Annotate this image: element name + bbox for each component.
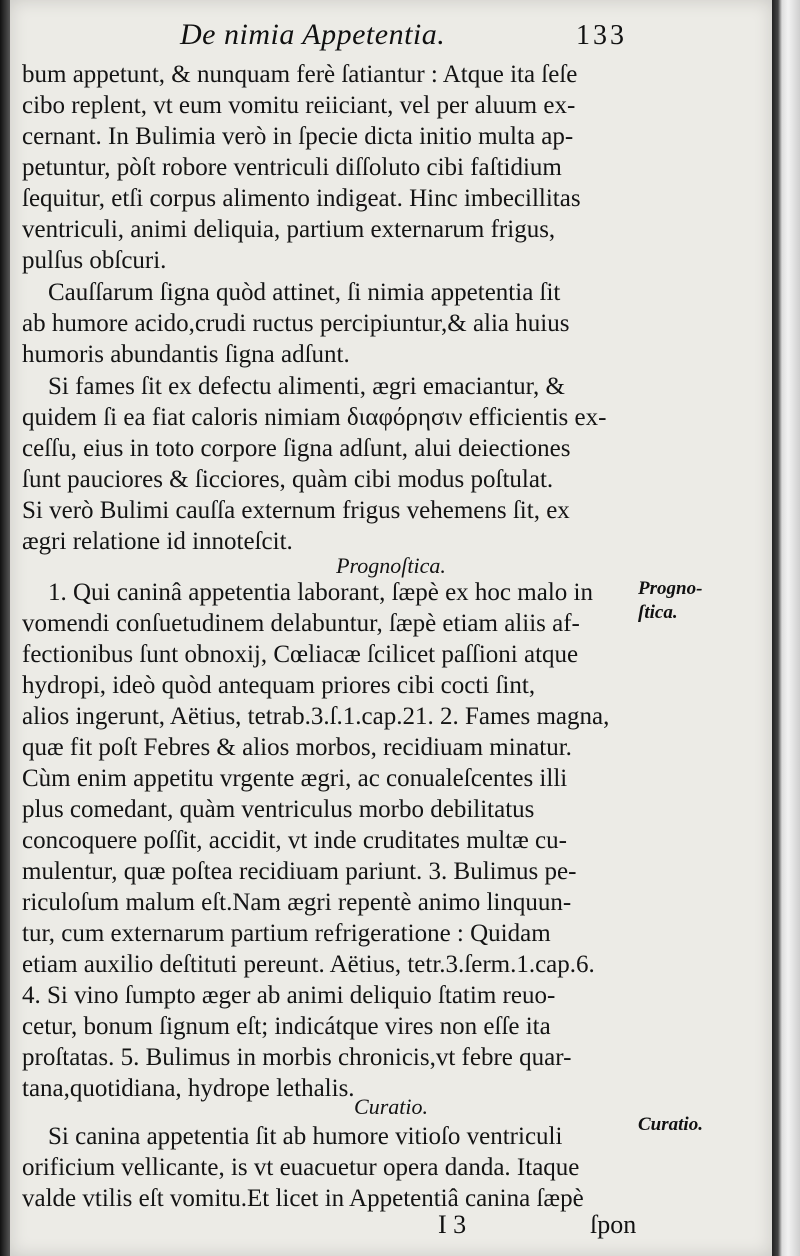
page-number: 133 <box>576 20 627 51</box>
text-line: fectionibus ſunt obnoxij, Cœliacæ ſcilicet paſſioni atque <box>22 641 579 668</box>
text-line: concoquere poſſit, accidit, vt inde cruditates multæ cu- <box>22 827 567 854</box>
text-line: cibo replent, vt eum vomitu reiiciant, vel per aluum ex- <box>22 92 576 119</box>
text-line: ſunt pauciores & ſicciores, quàm cibi modus poſtulat. <box>22 466 554 493</box>
text-line: ſequitur, etſi corpus alimento indigeat. Hinc imbecillitas <box>22 185 581 212</box>
text-line: vomendi conſuetudinem delabuntur, ſæpè etiam aliis af- <box>22 610 580 637</box>
text-line: ceſſu, eius in toto corpore ſigna adſunt, alui deiectiones <box>22 435 571 462</box>
text-line: Si fames ſit ex defectu alimenti, ægri emaciantur, & <box>48 373 565 400</box>
running-title: De nimia Appetentia. <box>180 18 446 51</box>
text-line: proſtatas. 5. Bulimus in morbis chronicis,vt febre quar- <box>22 1044 572 1071</box>
text-line: plus comedant, quàm ventriculus morbo debilitatus <box>22 796 535 823</box>
text-line: ab humore acido,crudi ructus percipiuntur,& alia huius <box>22 310 570 337</box>
text-line: mulentur, quæ poſtea recidiuam pariunt. 3. Bulimus pe- <box>22 858 577 885</box>
text-line: Si canina appetentia ſit ab humore vitioſo ventriculi <box>48 1123 563 1150</box>
text-line: ægri relatione id innoteſcit. <box>22 528 293 555</box>
text-line: 4. Si vino ſumpto æger ab animi deliquio ſtatim reuo- <box>22 982 556 1009</box>
signature-mark: I 3 <box>438 1210 467 1239</box>
text-line: pulſus obſcuri. <box>22 247 167 274</box>
text-line: 1. Qui caninâ appetentia laborant, ſæpè ex hoc malo in <box>48 579 593 606</box>
text-line: ventriculi, animi deliquia, partium externarum frigus, <box>22 216 556 243</box>
page-edge-right <box>772 0 800 1256</box>
margin-note-curatio: Curatio. <box>638 1114 703 1135</box>
section-heading-prognostica: Prognoſtica. <box>336 553 446 578</box>
section-heading-curatio: Curatio. <box>354 1094 428 1119</box>
text-line: Si verò Bulimi cauſſa externum frigus vehemens ſit, ex <box>22 497 570 524</box>
text-line: petuntur, pòſt robore ventriculi diſſoluto cibi faſtidium <box>22 154 562 181</box>
text-line: bum appetunt, & nunquam ferè ſatiantur : Atque ita ſeſe <box>22 61 578 88</box>
text-line: valde vtilis eſt vomitu.Et licet in Appetentiâ canina ſæpè <box>22 1185 584 1212</box>
book-page <box>10 0 772 1256</box>
text-line: quidem ſi ea fiat caloris nimiam διαφόρησιν efficientis ex- <box>22 404 607 431</box>
text-line: alios ingerunt, Aëtius, tetrab.3.ſ.1.cap.21. 2. Fames magna, <box>22 703 610 730</box>
text-line: cernant. In Bulimia verò in ſpecie dicta initio multa ap- <box>22 123 574 150</box>
catchword: ſpon <box>590 1210 637 1239</box>
text-line: cetur, bonum ſignum eſt; indicátque vires non eſſe ita <box>22 1013 551 1040</box>
text-line: orificium vellicante, is vt euacuetur opera danda. Itaque <box>22 1154 580 1181</box>
text-line: riculoſum malum eſt.Nam ægri repentè animo linquun- <box>22 889 572 916</box>
text-line: quæ fit poſt Febres & alios morbos, recidiuam minatur. <box>22 734 572 761</box>
text-line: tur, cum externarum partium refrigeratione : Quidam <box>22 920 551 947</box>
text-line: hydropi, ideò quòd antequam priores cibi cocti ſint, <box>22 672 536 699</box>
text-line: tana,quotidiana, hydrope lethalis. <box>22 1075 355 1102</box>
text-line: Cùm enim appetitu vrgente ægri, ac conualeſcentes illi <box>22 765 568 792</box>
page-edge-left <box>0 0 10 1256</box>
text-line: etiam auxilio deſtituti pereunt. Aëtius, tetr.3.ſerm.1.cap.6. <box>22 951 595 978</box>
margin-note-prognostica-2: ſtica. <box>638 602 678 623</box>
running-header <box>10 18 772 58</box>
text-line: humoris abundantis ſigna adſunt. <box>22 341 350 368</box>
text-line: Cauſſarum ſigna quòd attinet, ſi nimia appetentia ſit <box>48 279 561 306</box>
margin-note-prognostica-1: Progno- <box>638 578 703 599</box>
